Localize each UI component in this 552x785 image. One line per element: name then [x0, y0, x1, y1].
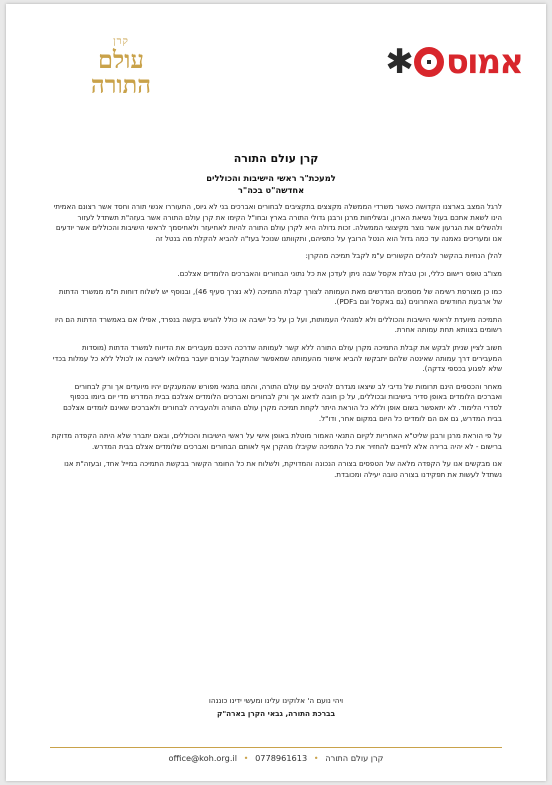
logo-line-2: עולם: [98, 45, 144, 74]
paragraph-responsibility: על פי הוראת מרנן ורבנן שליט"א האחריות לקיום התנאי האמור מוטלת באופן אישי על ראשי הישיבות והכוללים, ובאם יתברר שלא היתה הקפדה מדוקת ברישום - לא יהיה ברירה אלא לחייבם להחזיר את כל התמיכה שקיבלו מהקרן אף לאותם הבחורים ואברכים שלומדים אצלם בבית המדרש.: [51, 431, 502, 451]
letter-body: [50, 202, 502, 487]
paragraph-submission: אנו מבקשים אנו על הקפדה מלאה של הטפסים בצורה הנכונה והמדויקת, ולשלוח את כל החומר הקשור בבקשת התמיכה במייל אחד, ובעזה"ת אנו נשתדל לעשות את תפקידנו בצורה טובה יעילה ומכובדת.: [64, 459, 502, 479]
amos-logo-text: אמוס: [445, 42, 522, 82]
logo-line-3: התורה: [90, 70, 152, 99]
paragraph-required-documents: כמו כן מצורפת רשימה של מסמכים הנדרשים מאת העמותה לצורך קבלת התמיכה (לא נצרך סעיף 46), ובנוסף יש לשלוח דוחות ת"מ ממשרד הדתות של ארבעת החודשים האחרונים (גם באקסל וגם בPDF).: [58, 286, 502, 307]
letter-addressee: [66, 172, 476, 196]
signature: בברכת התורה, גבאי הקרן בארה"ק: [216, 709, 336, 718]
addressee-line-1: למעכת"ר ראשי הישיבות והכוללים: [206, 173, 336, 183]
paragraph-eligibility: מאחר והכספים הינם תרומות של נדיבי לב שיצאו מגדרם להיטיב עם עולם התורה, והתנו בתנאי מפורש שהמענקים יהיו מיועדים אך ורק לבחורים ואברכים הלומדים באופן סדיר בישיבות ובכוללים, על כן חובה לדאוג אך ורק לבחורים ואברכים הלומדים אצלכם בבית המדרש מדי יום ביומו בכפוף לסדרי הלימוד. לא יתאפשר בשום אופן וללא כל הוראת היתר לקחת תמיכה מקרן עולם התורה ולהעבירה לבחורים ולאברכים שאינם לומדים אצלכם בבית המדרש, גם אם הם לומדים כל היום במקום אחר, ודו"ל.: [63, 381, 502, 423]
addressee-line-2: אחדשה"ט בכה"ר: [237, 185, 305, 195]
paragraph-reporting-association: חשוב לציין שניתן לבקש את קבלת התמיכה מקרן עולם התורה ללא קשר לעמותה שדרכה הינכם מעבירים את הדיווח למשרד הדתות (מוסדות המעבירים דרך עמותה שאינטה שלהם יתבקשו להביא אישור מהעמותה שמאפשר שהתקבל עבורם יועבר במלואו לישיבה או לכולל ללא כל עמלות בכדי שלא לפגוע בכספי צדקה).: [52, 342, 502, 374]
closing-blessing: ויהי נועם ה' אלוקינו עלינו ומעשי ידינו כוננהו: [208, 696, 344, 705]
letter-title: קרן עולם התורה: [233, 152, 319, 165]
keren-olam-hatorah-logo: [76, 36, 166, 124]
footer-org-name: קרן עולם התורה: [325, 753, 384, 763]
footer-email[interactable]: office@koh.org.il: [168, 753, 237, 763]
amos-logo: ✱ אמוס: [385, 42, 522, 82]
logo-ring-icon: [414, 47, 444, 77]
letter-closing: [6, 694, 546, 720]
paragraph-separate-request: התמיכה מיועדת לראשי הישיבות והכוללים ולא למנהלי העמותות, ועל כן על כל ישיבה או כולל להגיש בקשה בנפרד, אפילו אם באמשרד הדתות הם היו רשומים בצוותא תחת עמותה אחרת.: [55, 314, 502, 335]
footer-separator: •: [313, 753, 319, 763]
letter-footer: [6, 753, 546, 763]
footer-phone: 0778961613: [255, 753, 308, 763]
paragraph-guidelines-heading: להלן הנחיות בהקשר לנהלים הקשורים ע"מ לקבל תמיכה מהקרן:: [305, 251, 502, 261]
logo-line-1: קרן: [113, 36, 129, 47]
footer-separator: •: [243, 753, 249, 763]
footer-divider: [50, 747, 502, 748]
letter-page: [6, 4, 546, 781]
paragraph-registration-form: מצו"ב טופס רישום כללי, וכן טבלת אקסל שבה ניתן לעדכן את כל נתוני הבחורים והאברכים הלומדים אצלכם.: [177, 268, 502, 278]
paragraph-intro: לרגל המצב בארצנו הקדושה כאשר משרדי הממשלה מקצצים בתקציבים לבחורים ואברכים בני לא גיוס, התעוררו אנשי תורה וחסד אשר רצונם האמיתי הינו לשאת אתכם בעול נשיאת הארון, ובשליחות מרנן ורבנן גדולי התורה בארץ ובחו"ל הקימו את קרן עולם התורה אשר בעזה"ת תשתדל לעזור ולהשלים את הגרעון אשר נוצר מקיצוצי הממשלה. זכות גדולה היא לקרן עולם התורה להיות לאחיעזר ולאחיסמך לראשי הישיבות והכוללים אשר יודעים אנו ומעריכים נאמנה עד כמה גדול הוא הנטל הרובץ על כתפיהם, ותקוותנו שנוכל בעז"ה להביא להקלת מה בנטל זה: [53, 202, 502, 243]
